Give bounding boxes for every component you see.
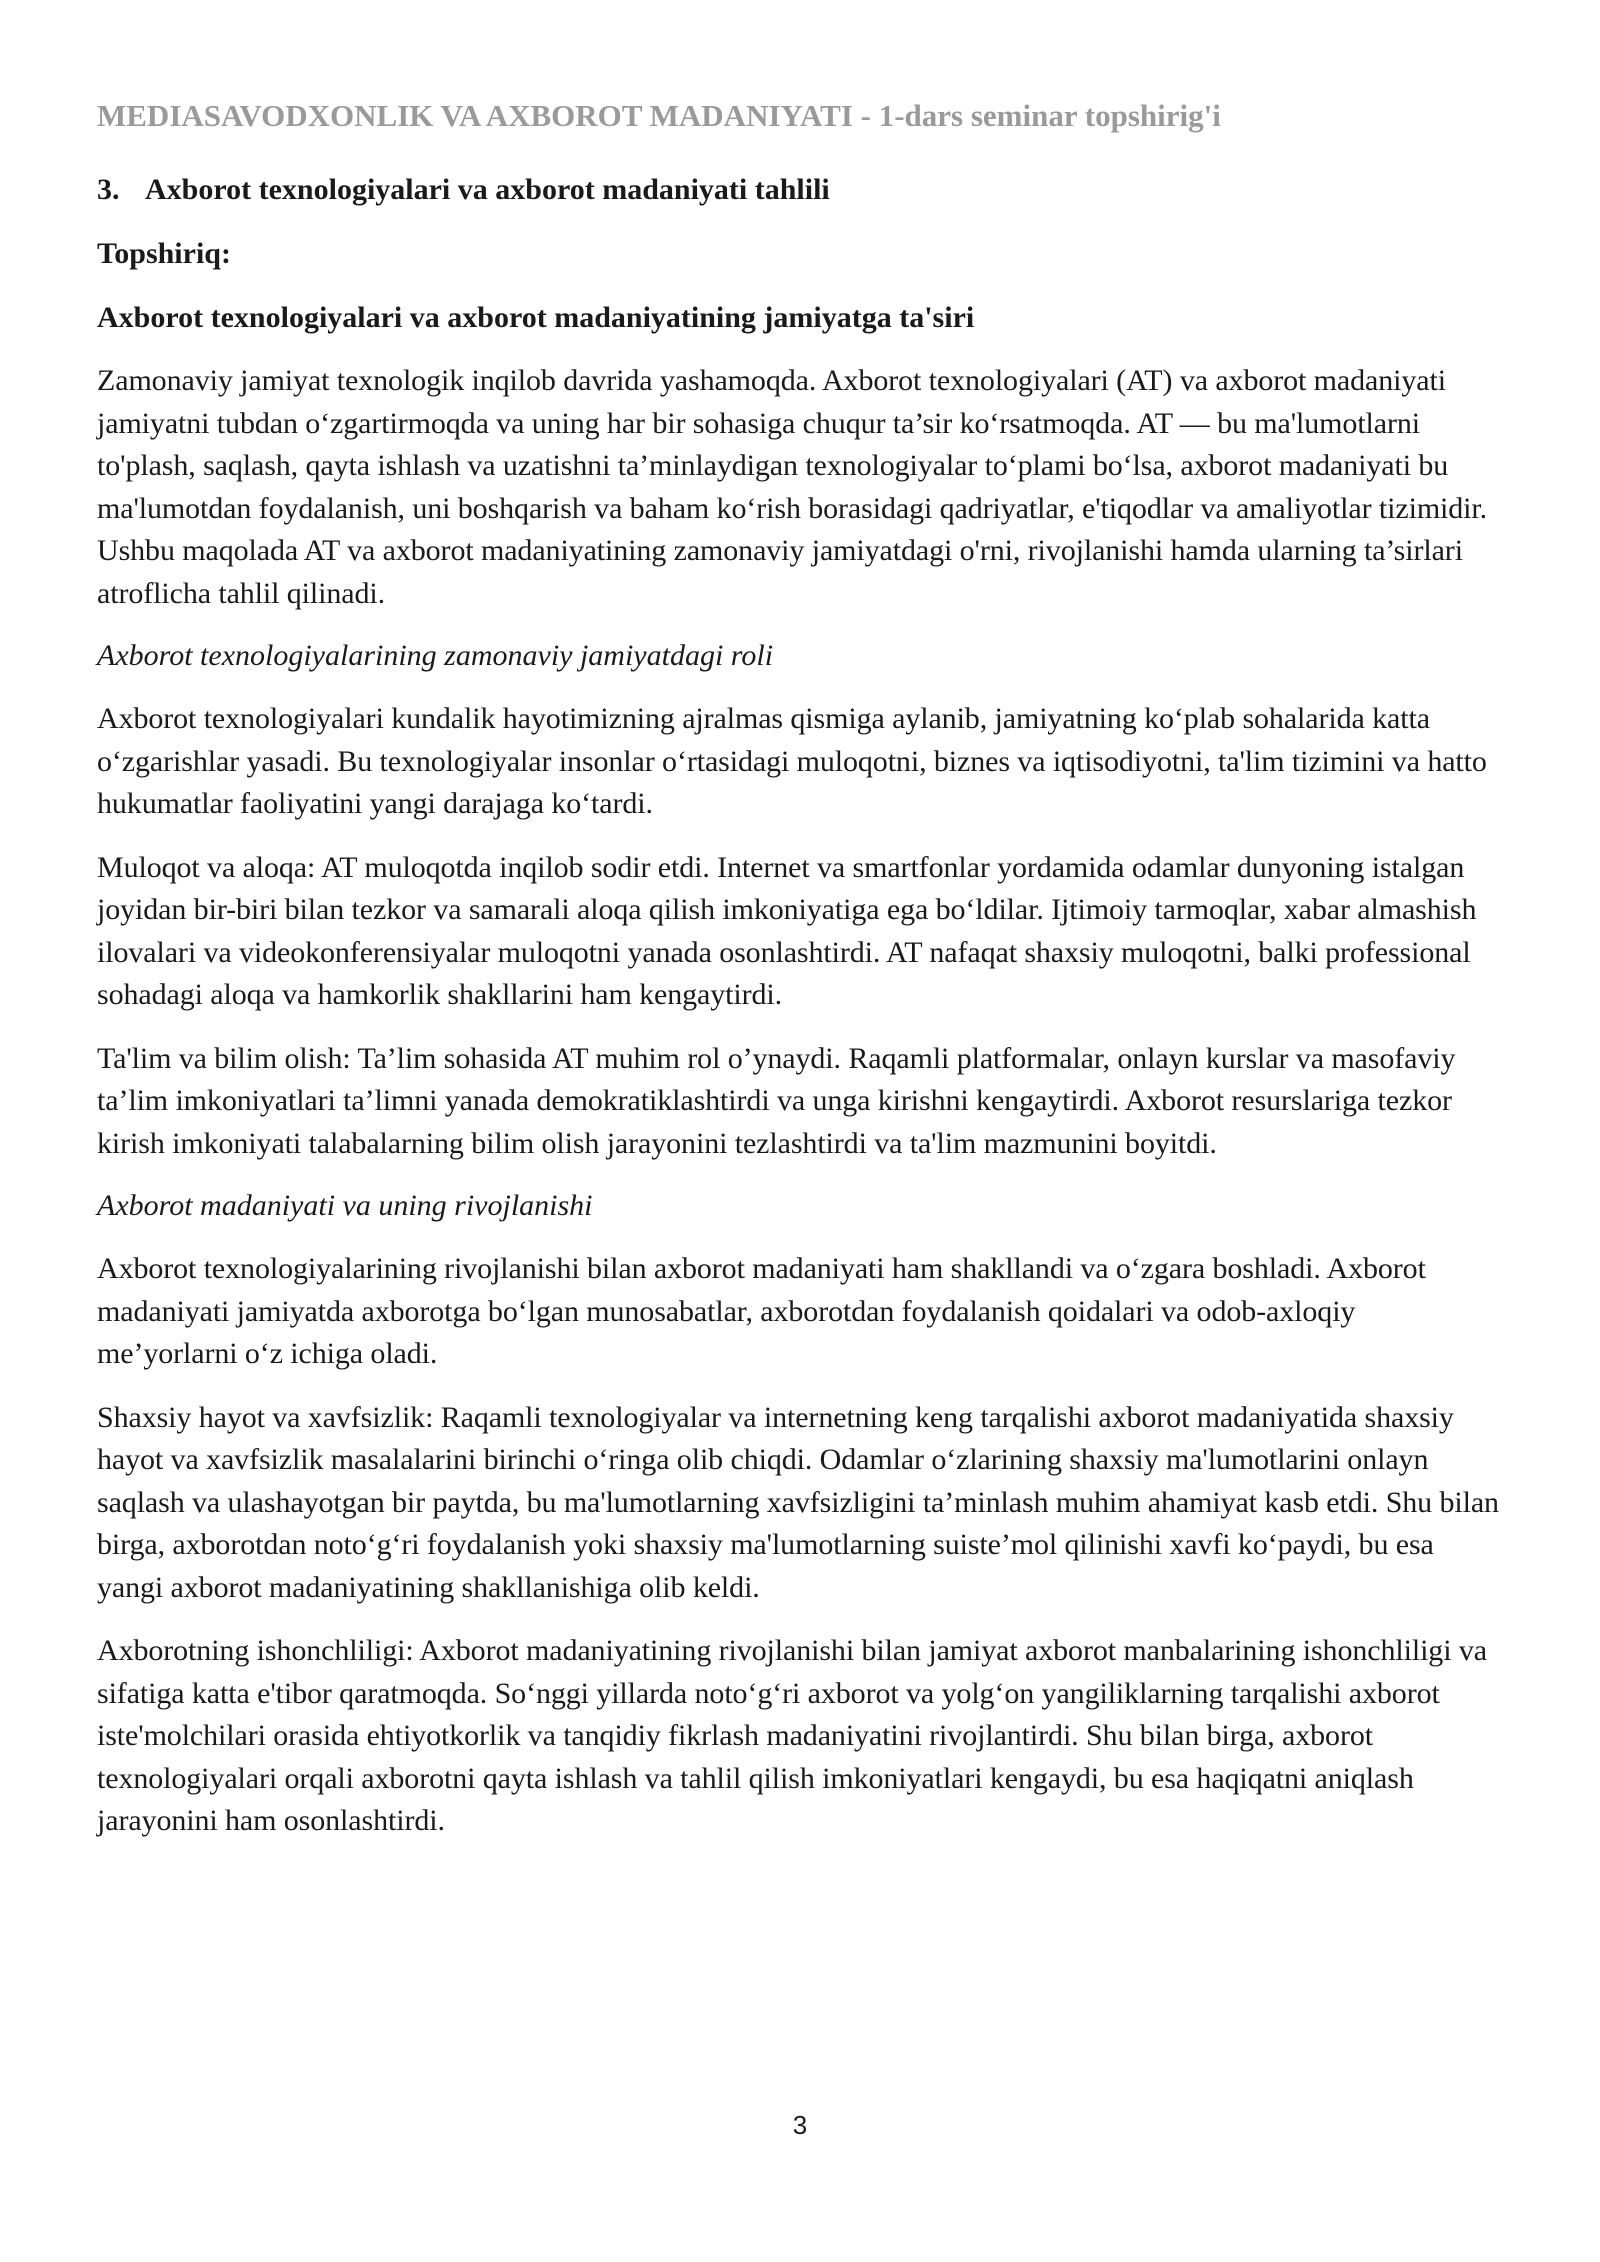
task-label: Topshiriq: bbox=[97, 237, 231, 270]
task-title: Axborot texnologiyalari va axborot madaniyatining jamiyatga ta'siri bbox=[97, 301, 975, 334]
page-number: 3 bbox=[792, 2110, 808, 2140]
section-title-text: Axborot texnologiyalari va axborot madaniyati tahlili bbox=[145, 173, 830, 206]
paragraph-privacy-security: Shaxsiy hayot va xavfsizlik: Raqamli texnologiyalar va internetning keng tarqalishi axborot madaniyatida shaxsiy hayot va xavfsizlik masalalarini birinchi o‘ringa olib chiqdi. Odamlar o‘zlarining shaxsiy ma'lumotlarini onlayn saqlash va ulashayotgan bir paytda, bu ma'lumotlarning xavfsizligini ta’minlash muhim ahamiyat kasb etdi. Shu bilan birga, axborotdan noto‘g‘ri foydalanish yoki shaxsiy ma'lumotlarning suiste’mol qilinishi xavfi ko‘paydi, bu esa yangi axborot madaniyatining shakllanishiga olib keldi. bbox=[97, 1400, 1499, 1604]
section-number: 3. bbox=[97, 173, 120, 206]
page-content bbox=[97, 96, 1503, 1864]
running-header: MEDIASAVODXONLIK VA AXBOROT MADANIYATI - 1-dars seminar topshirig'i bbox=[97, 98, 1221, 133]
paragraph-communication: Muloqot va aloqa: AT muloqotda inqilob sodir etdi. Internet va smartfonlar yordamida odamlar dunyoning istalgan joyidan bir-biri bilan tezkor va samarali aloqa qilish imkoniyatiga ega bo‘ldilar. Ijtimoiy tarmoqlar, xabar almashish ilovalari va videokonferensiyalar muloqotni yanada osonlashtirdi. AT nafaqat shaxsiy muloqotni, balki professional sohadagi aloqa va hamkorlik shakllarini ham kengaytirdi. bbox=[97, 850, 1477, 1011]
paragraph-reliability: Axborotning ishonchliligi: Axborot madaniyatining rivojlanishi bilan jamiyat axborot manbalarining ishonchliligi va sifatiga katta e'tibor qaratmoqda. So‘nggi yillarda noto‘g‘ri axborot va yolg‘on yangiliklarning tarqalishi axborot iste'molchilari orasida ehtiyotkorlik va tanqidiy fikrlash madaniyatini rivojlantirdi. Shu bilan birga, axborot texnologiyalari orqali axborotni qayta ishlash va tahlil qilish imkoniyatlari kengaydi, bu esa haqiqatni aniqlash jarayonini ham osonlashtirdi. bbox=[97, 1634, 1487, 1837]
heading-info-culture: Axborot madaniyati va uning rivojlanishi bbox=[97, 1189, 593, 1222]
paragraph-education: Ta'lim va bilim olish: Ta’lim sohasida AT muhim rol o’ynaydi. Raqamli platformalar, onlayn kurslar va masofaviy ta’lim imkoniyatlari ta’limni yanada demokratiklashtirdi va unga kirishni kengaytirdi. Axborot resurslariga tezkor kirish imkoniyati talabalarning bilim olish jarayonini tezlashtirdi va ta'lim mazmunini boyitdi. bbox=[97, 1041, 1456, 1160]
paragraph-at-daily-life: Axborot texnologiyalari kundalik hayotimizning ajralmas qismiga aylanib, jamiyatning ko‘plab sohalarida katta o‘zgarishlar yasadi. Bu texnologiyalar insonlar o‘rtasidagi muloqotni, biznes va iqtisodiyotni, ta'lim tizimini va hatto hukumatlar faoliyatini yangi darajaga ko‘tardi. bbox=[97, 702, 1487, 820]
paragraph-intro: Zamonaviy jamiyat texnologik inqilob davrida yashamoqda. Axborot texnologiyalari (AT) va axborot madaniyati jamiyatni tubdan o‘zgartirmoqda va uning har bir sohasiga chuqur ta’sir ko‘rsatmoqda. AT — bu ma'lumotlarni to'plash, saqlash, qayta ishlash va uzatishni ta’minlaydigan texnologiyalar to‘plami bo‘lsa, axborot madaniyati bu ma'lumotdan foydalanish, uni boshqarish va baham ko‘rish borasidagi qadriyatlar, e'tiqodlar va amaliyotlar tizimidir. Ushbu maqolada AT va axborot madaniyatining zamonaviy jamiyatdagi o'rni, rivojlanishi hamda ularning ta’sirlari atroflicha tahlil qilinadi. bbox=[97, 364, 1488, 610]
paragraph-culture-development: Axborot texnologiyalarining rivojlanishi bilan axborot madaniyati ham shakllandi va o‘zgara boshladi. Axborot madaniyati jamiyatda axborotga bo‘lgan munosabatlar, axborotdan foydalanish qoidalari va odob-axloqiy me’yorlarni o‘z ichiga oladi. bbox=[97, 1252, 1426, 1370]
section-title bbox=[97, 170, 1503, 210]
heading-at-role: Axborot texnologiyalarining zamonaviy jamiyatdagi roli bbox=[97, 639, 774, 672]
